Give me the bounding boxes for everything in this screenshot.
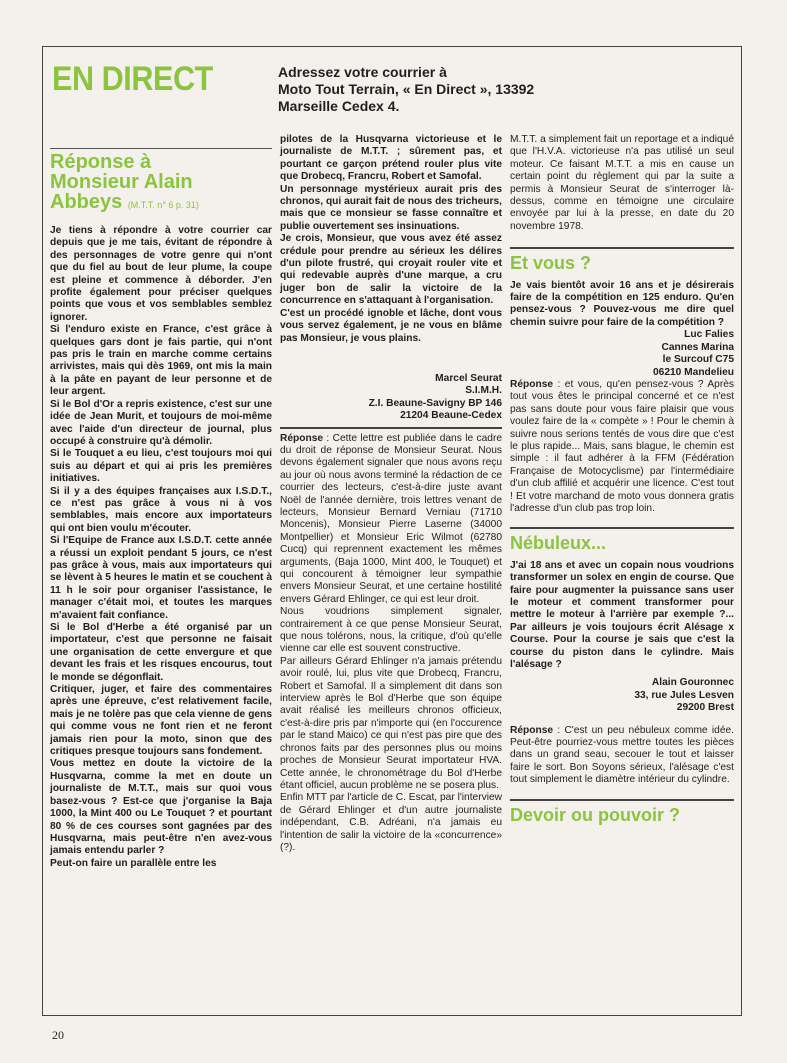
page-number: 20 [52, 1028, 64, 1042]
reference: (M.T.T. n° 6 p. 31) [127, 200, 199, 210]
signature-line: 29200 Brest [676, 702, 734, 714]
section-title: Et vous ? [510, 253, 592, 274]
signature-line: le Surcouf C75 [662, 354, 734, 366]
reply-text: : Cette lettre est publiée dans le cadre du droit de réponse de Monsieur Seurat. Nous devons également signaler que nous avons reçu au jour où nous avons terminé la rédaction de ce courrier des lecteurs, c'est-à-dire juste avant Noël de l'année dernière, trois lettres venant de lecteurs, Monsieur Bernard Verniau (71710 Moncenis), Monsieur Pierre Laserne (34000 Montpellier) et Monsieur Eric Wilmot (62780 Cucq) qui reprennent exactement les mêmes arguments, (Baja 1000, Mint 400, le Touquet) et qui concourent à témoigner leur sympathie envers Monsieur Seurat, et une certaine hostilité envers Gérard Ehlinger, ce qui est leur droit. [280, 432, 502, 605]
paragraph: Vous mettez en doute la victoire de la Husqvarna, comme la met en doute un journaliste de M.T.T., mais sur quoi vous basez-vous ? Est-ce que j'organise la Baja 1000, la Mint 400 ou Le Touquet ? et pourtant 80 % de ces courses sont gagnées par des Husqvarna, mais peut-être n'en avez-vous jamais entendu parler ? [50, 758, 272, 857]
column-1 [50, 145, 272, 870]
signature-line: Z.I. Beaune-Savigny BP 146 [368, 397, 502, 409]
signature-line: Cannes Marina [661, 341, 734, 353]
paragraph: Peut-on faire un parallèle entre les [50, 857, 217, 869]
divider [50, 148, 272, 149]
paragraph: Je crois, Monsieur, que vous avez été assez crédule pour prendre au sérieux les délires d'un pilote frustré, qui croyait rouler vite et qui redevable auprès d'une marque, a cru juger bon de salir la victoire de la concurrence en s'attaquant à l'organisation. [280, 233, 502, 307]
paragraph: Si le Bol d'Herbe a été organisé par un importateur, c'est que personne ne faisait une organisation de cette envergure et que devant les frais et les risques encourus, tout le monde se dégonflait. [50, 622, 272, 683]
paragraph: Critiquer, juger, et faire des commentaires après une épreuve, c'est relativement facile, mais je ne tolère pas que cela vienne de gens qui comme vous ne font rien et ne feront jamais rien pour la moto, sinon que des critiques presque toujours sans fondement. [50, 684, 272, 758]
section-title: Devoir ou pouvoir ? [510, 804, 681, 825]
reply-label: Réponse [510, 724, 554, 736]
column-3 [510, 134, 734, 831]
paragraph: pilotes de la Husqvarna victorieuse et le journaliste de M.T.T. ; sûrement pas, et pourtant ce garçon prétend rouler plus vite que Drobecq, Francru, Robert et Samofal. [280, 134, 502, 183]
signature [510, 329, 734, 379]
reply-paragraph [280, 433, 502, 607]
section-title: Nébuleux... [510, 533, 607, 554]
address-block [278, 64, 534, 115]
paragraph: Je tiens à répondre à votre courrier car depuis que je me tais, évitant de répondre à des personnages de votre genre qui n'ont que du fiel au bout de leur plume, la coupe est pleine et commence à déborder. J'en profite également pour préciser quelques points que vous et vos semblables semblez ignorer. [50, 225, 272, 323]
masthead: EN DIRECT [52, 60, 213, 98]
signature-line: Luc Falies [684, 329, 734, 341]
reply-paragraph: Par ailleurs Gérard Ehlinger n'a jamais prétendu avoir roulé, lui, plus vite que Drobecq, Francru, Robert et Samofal. Il a simplement dit dans son interview après le Bol d'Herbe que son équipe avait réalisé les meilleurs chronos officieux, c'est-à-dire pris par n'importe qui (en l'occurence par le stand Maico) ce qui n'est pas pire que des chronos faits par des personnes plus ou moins proches de Monsieur Seurat importateur HVA. Cette année, le chronométrage du Bol d'Herbe étant officiel, aucun problème ne se posera plus. [280, 655, 502, 791]
address-line: Marseille Cedex 4. [278, 98, 400, 114]
title-line: Monsieur Alain [50, 171, 193, 193]
address-line: Moto Tout Terrain, « En Direct », 13392 [278, 81, 535, 97]
signature-line: 33, rue Jules Lesven [634, 689, 734, 701]
reply-text: : C'est un peu nébuleux comme idée. Peut-être pourriez-vous mettre toutes les pièces dans un grand seau, secouer le tout et laisser faire le sort. Bon Soyons sérieux, l'alésage c'est tout simplement le diamètre intérieur du cylindre. [510, 724, 734, 786]
paragraph: C'est un procédé ignoble et lâche, dont vous vous servez également, je ne vous en blâme pas Monsieur, je vous plains. [280, 307, 502, 344]
column-2 [280, 134, 502, 854]
signature [510, 677, 734, 714]
reply-paragraph [510, 725, 734, 787]
title-word: Abbeys [50, 191, 123, 213]
paragraph: Si il y a des équipes françaises aux I.S.D.T., ce n'est pas grâce à vous ni à vos semblables, mais encore aux importateurs qui ont bien voulu m'écouter. [50, 485, 272, 534]
divider [280, 427, 502, 429]
paragraph: Un personnage mystérieux aurait pris des chronos, qui aurait fait de nous des tricheurs, mais que ce monsieur se fasse connaître et publie ouvertement ses insinuations. [280, 183, 502, 232]
paragraph: Si le Touquet a eu lieu, c'est toujours moi qui suis au départ et qui ai pris les premières initiatives. [50, 448, 272, 485]
divider [510, 799, 734, 801]
signature [280, 373, 502, 423]
address-line: Adressez votre courrier à [278, 64, 447, 80]
letter: J'ai 18 ans et avec un copain nous voudrions transformer un solex en engin de course. Que faire pour augmenter la puissance sans user le moteur et comment transformer pour mettre le moteur à l'arrière par exemple ?... Par ailleurs je vois toujours écrit Alésage x Course. Pour la course je sais que c'est la course du piston dans le cylindre. Mais l'alésage ? [510, 559, 734, 671]
signature-line: Alain Gouronnec [651, 677, 734, 689]
letter: Je vais bientôt avoir 16 ans et je désirerais faire de la compétition en 125 enduro. Qu'en pensez-vous ? Pouvez-vous me dire quel chemin suivre pour faire de la compétition ? [510, 279, 734, 328]
reply-paragraph [510, 379, 734, 515]
reply-label: Réponse [280, 432, 324, 444]
title-line: Réponse à [50, 151, 152, 173]
signature-line: Marcel Seurat [435, 372, 502, 384]
reply-text: : et vous, qu'en pensez-vous ? Après tout vous êtes le principal concerné et ce n'est pas sans doute pour vous faire plaisir que vous voulez faire de la « compète » ! Pour le chemin à suivre nous serions tentés de vous dire que c'est le plus rapide... Mais, sans blague, le chemin est simple : il faut adhérer à la FFM (Fédération Française de Motocyclisme) par l'intermédiaire d'un club affilié et acquérir une licence. C'est tout ! Et votre marchand de moto vous donnera gratis l'adresse d'un club pas trop loin. [510, 378, 734, 514]
paragraph: Si l'enduro existe en France, c'est grâce à quelques gars dont je fais partie, qui n'ont pas pris le train en marche comme certains arrivistes, mais qui dès 1969, ont mis la main à la pâte en payant de leur personne et de leur argent. [50, 324, 272, 398]
signature-line: S.I.M.H. [465, 385, 502, 397]
article-title [50, 152, 272, 215]
reply-paragraph: Enfin MTT par l'article de C. Escat, par l'interview de Gérard Ehlinger et d'un autre journaliste indépendant, C.B. Adréani, n'a jamais eu l'intention de salir la victoire de la «concurrence» (?). [280, 792, 502, 853]
divider [510, 247, 734, 249]
divider [510, 527, 734, 529]
paragraph: Si l'Equipe de France aux I.S.D.T. cette année a réussi un exploit pendant 5 jours, ce n'est pas grâce à vous, mais aux importateurs qui se lèvent à 5 heures le matin et se couchent à 11 h le soir pour organiser l'assistance, le manager c'était moi, et toutes les marques m'avaient fait confiance. [50, 535, 272, 621]
reply-paragraph: Nous voudrions simplement signaler, contrairement à ce que pense Monsieur Seurat, que nous tolérons, nous, la critique, d'où qu'elle vienne car elle est souvent constructive. [280, 606, 502, 655]
paragraph: M.T.T. a simplement fait un reportage et a indiqué que l'H.V.A. victorieuse n'a pas utilisé un seul moteur. Ce faisant M.T.T. a mis en cause un certain point du règlement qui par la suite a permis à Monsieur Seurat de s'interroger là-dessus, comme en témoigne une circulaire envoyée par lui à la presse, en date du 20 novembre 1978. [510, 134, 734, 232]
paragraph: Si le Bol d'Or a repris existence, c'est sur une idée de Jean Murit, et toujours de moi-même avec l'aide d'un directeur de journal, plus occupé à construire qu'à démolir. [50, 398, 272, 447]
signature-line: 21204 Beaune-Cedex [400, 410, 502, 422]
reply-label: Réponse [510, 378, 554, 390]
title-line [50, 192, 272, 215]
signature-line: 06210 Mandelieu [653, 366, 734, 378]
